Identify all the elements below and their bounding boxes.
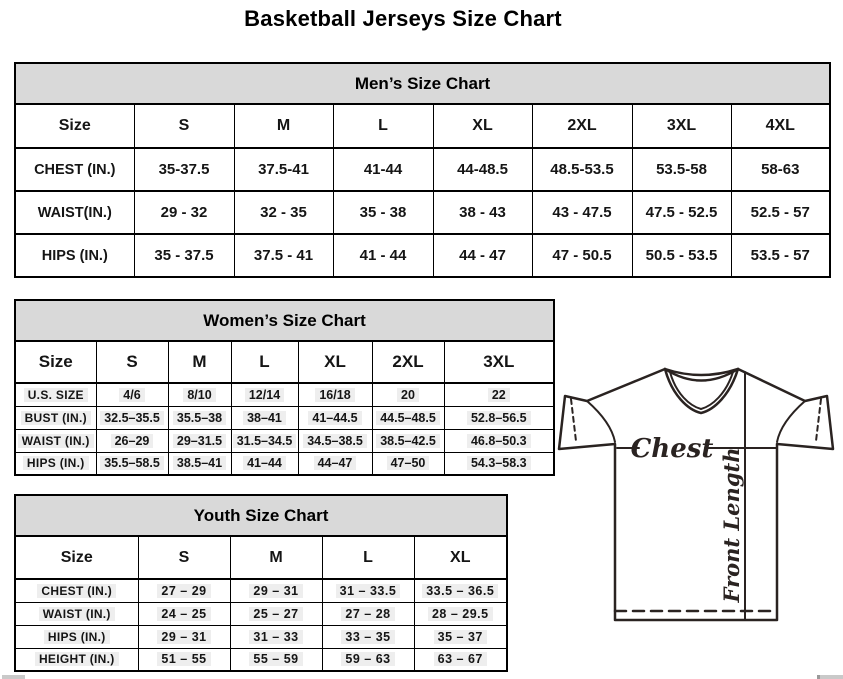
cell-value: 26–29	[111, 434, 154, 448]
table-row	[15, 579, 507, 602]
cell-value: 53.5-58	[656, 161, 707, 178]
mens-column-header: M	[234, 104, 333, 148]
row-label: HIPS (IN.)	[41, 247, 108, 264]
cell-value: 20	[397, 388, 419, 402]
cell-value: 52.5 - 57	[750, 204, 810, 221]
mens-column-header: 4XL	[731, 104, 830, 148]
cell-value: 32 - 35	[260, 204, 307, 221]
cell-value: 51 – 55	[157, 652, 210, 666]
cell-value: 54.3–58.3	[467, 456, 531, 470]
page-title: Basketball Jerseys Size Chart	[244, 6, 562, 31]
row-label: HIPS (IN.)	[44, 630, 110, 644]
cell-value: 44–47	[314, 456, 357, 470]
cell-value: 53.5 - 57	[750, 247, 810, 264]
cell-value: 27 – 28	[341, 607, 394, 621]
cell-value: 38 - 43	[459, 204, 506, 221]
row-label: CHEST (IN.)	[34, 161, 116, 178]
mens-column-header: Size	[15, 104, 134, 148]
cell-value: 34.5–38.5	[303, 434, 367, 448]
row-label: BUST (IN.)	[21, 411, 91, 425]
row-label: WAIST (IN.)	[18, 434, 94, 448]
cell-value: 38–41	[243, 411, 286, 425]
table-row	[15, 625, 507, 648]
cell-value: 44-48.5	[457, 161, 508, 178]
table-row	[15, 406, 554, 429]
jersey-outline-drawing	[555, 362, 843, 672]
cell-value: 41-44	[363, 161, 403, 178]
youth-size-chart-section	[14, 494, 508, 672]
jersey-measurement-diagram	[555, 362, 843, 672]
mens-size-chart-table	[14, 62, 831, 278]
cell-value: 47.5 - 52.5	[645, 204, 718, 221]
cell-value: 33.5 – 36.5	[422, 584, 498, 598]
cell-value: 55 – 59	[249, 652, 302, 666]
row-label: WAIST(IN.)	[37, 204, 112, 221]
table-row	[15, 602, 507, 625]
cell-value: 32.5–35.5	[100, 411, 164, 425]
scrollbar-fragment-right[interactable]	[817, 675, 843, 679]
cell-value: 41–44.5	[308, 411, 361, 425]
cell-value: 29–31.5	[173, 434, 226, 448]
cell-value: 28 – 29.5	[428, 607, 493, 621]
cell-value: 59 – 63	[341, 652, 394, 666]
cell-value: 46.8–50.3	[467, 434, 531, 448]
womens-column-header: XL	[298, 341, 372, 383]
cell-value: 38.5–41	[173, 456, 226, 470]
table-row	[15, 148, 830, 191]
table-row	[15, 234, 830, 277]
sleeve-stitch-right	[816, 399, 821, 441]
row-label: HIPS (IN.)	[23, 456, 89, 470]
mens-chart-title: Men’s Size Chart	[15, 63, 830, 104]
cell-value: 44 - 47	[459, 247, 506, 264]
cell-value: 35.5–38	[173, 411, 226, 425]
cell-value: 25 – 27	[249, 607, 302, 621]
sleeve-stitch-left	[571, 399, 576, 441]
cell-value: 38.5–42.5	[376, 434, 440, 448]
womens-size-chart-table	[14, 299, 555, 476]
womens-column-header: 3XL	[444, 341, 554, 383]
cell-value: 58-63	[761, 161, 800, 178]
womens-column-header: M	[168, 341, 231, 383]
youth-column-header: M	[230, 536, 322, 579]
cell-value: 41 - 44	[359, 247, 407, 264]
cell-value: 33 – 35	[341, 630, 394, 644]
cell-value: 35 - 37.5	[154, 247, 214, 264]
womens-column-header: Size	[15, 341, 96, 383]
cell-value: 37.5 - 41	[253, 247, 314, 264]
table-row	[15, 452, 554, 475]
table-row	[15, 191, 830, 234]
womens-size-chart-section	[14, 299, 555, 476]
cell-value: 35 - 38	[359, 204, 407, 221]
cell-value: 41–44	[243, 456, 286, 470]
mens-column-header: 3XL	[632, 104, 731, 148]
womens-chart-title: Women’s Size Chart	[15, 300, 554, 341]
table-row	[15, 383, 554, 406]
cell-value: 8/10	[183, 388, 215, 402]
row-label: HEIGHT (IN.)	[35, 652, 119, 666]
cell-value: 27 – 29	[157, 584, 210, 598]
cell-value: 35 – 37	[434, 630, 487, 644]
cell-value: 24 – 25	[157, 607, 210, 621]
cell-value: 35.5–58.5	[100, 456, 164, 470]
youth-size-chart-table	[14, 494, 508, 672]
mens-column-header: 2XL	[532, 104, 632, 148]
front-length-label: Front Length	[719, 447, 744, 603]
cell-value: 48.5-53.5	[550, 161, 614, 178]
cell-value: 29 - 32	[160, 204, 208, 221]
cell-value: 31 – 33	[249, 630, 302, 644]
row-label: CHEST (IN.)	[37, 584, 116, 598]
cell-value: 35-37.5	[158, 161, 210, 178]
row-label: U.S. SIZE	[24, 388, 88, 402]
cell-value: 31.5–34.5	[233, 434, 297, 448]
cell-value: 29 – 31	[249, 584, 302, 598]
mens-size-chart-section	[14, 62, 831, 278]
row-label: WAIST (IN.)	[39, 607, 115, 621]
cell-value: 43 - 47.5	[552, 204, 612, 221]
cell-value: 47 - 50.5	[552, 247, 612, 264]
cell-value: 44.5–48.5	[376, 411, 440, 425]
cell-value: 12/14	[245, 388, 284, 402]
cell-value: 52.8–56.5	[467, 411, 531, 425]
cell-value: 50.5 - 53.5	[645, 247, 718, 264]
cell-value: 16/18	[315, 388, 354, 402]
chest-label: Chest	[630, 434, 714, 464]
youth-column-header: Size	[15, 536, 138, 579]
mens-column-header: S	[134, 104, 234, 148]
cell-value: 22	[488, 388, 510, 402]
cell-value: 29 – 31	[157, 630, 210, 644]
scrollbar-fragment-left[interactable]	[2, 675, 25, 679]
youth-chart-title: Youth Size Chart	[15, 495, 507, 536]
womens-column-header: 2XL	[372, 341, 444, 383]
cell-value: 63 – 67	[434, 652, 487, 666]
mens-column-header: L	[333, 104, 433, 148]
table-row	[15, 648, 507, 671]
cell-value: 31 – 33.5	[336, 584, 401, 598]
youth-column-header: S	[138, 536, 230, 579]
womens-column-header: S	[96, 341, 168, 383]
table-row	[15, 429, 554, 452]
cell-value: 37.5-41	[258, 161, 309, 178]
youth-column-header: XL	[414, 536, 507, 579]
cell-value: 4/6	[119, 388, 144, 402]
cell-value: 47–50	[387, 456, 430, 470]
mens-column-header: XL	[433, 104, 532, 148]
womens-column-header: L	[231, 341, 298, 383]
youth-column-header: L	[322, 536, 414, 579]
